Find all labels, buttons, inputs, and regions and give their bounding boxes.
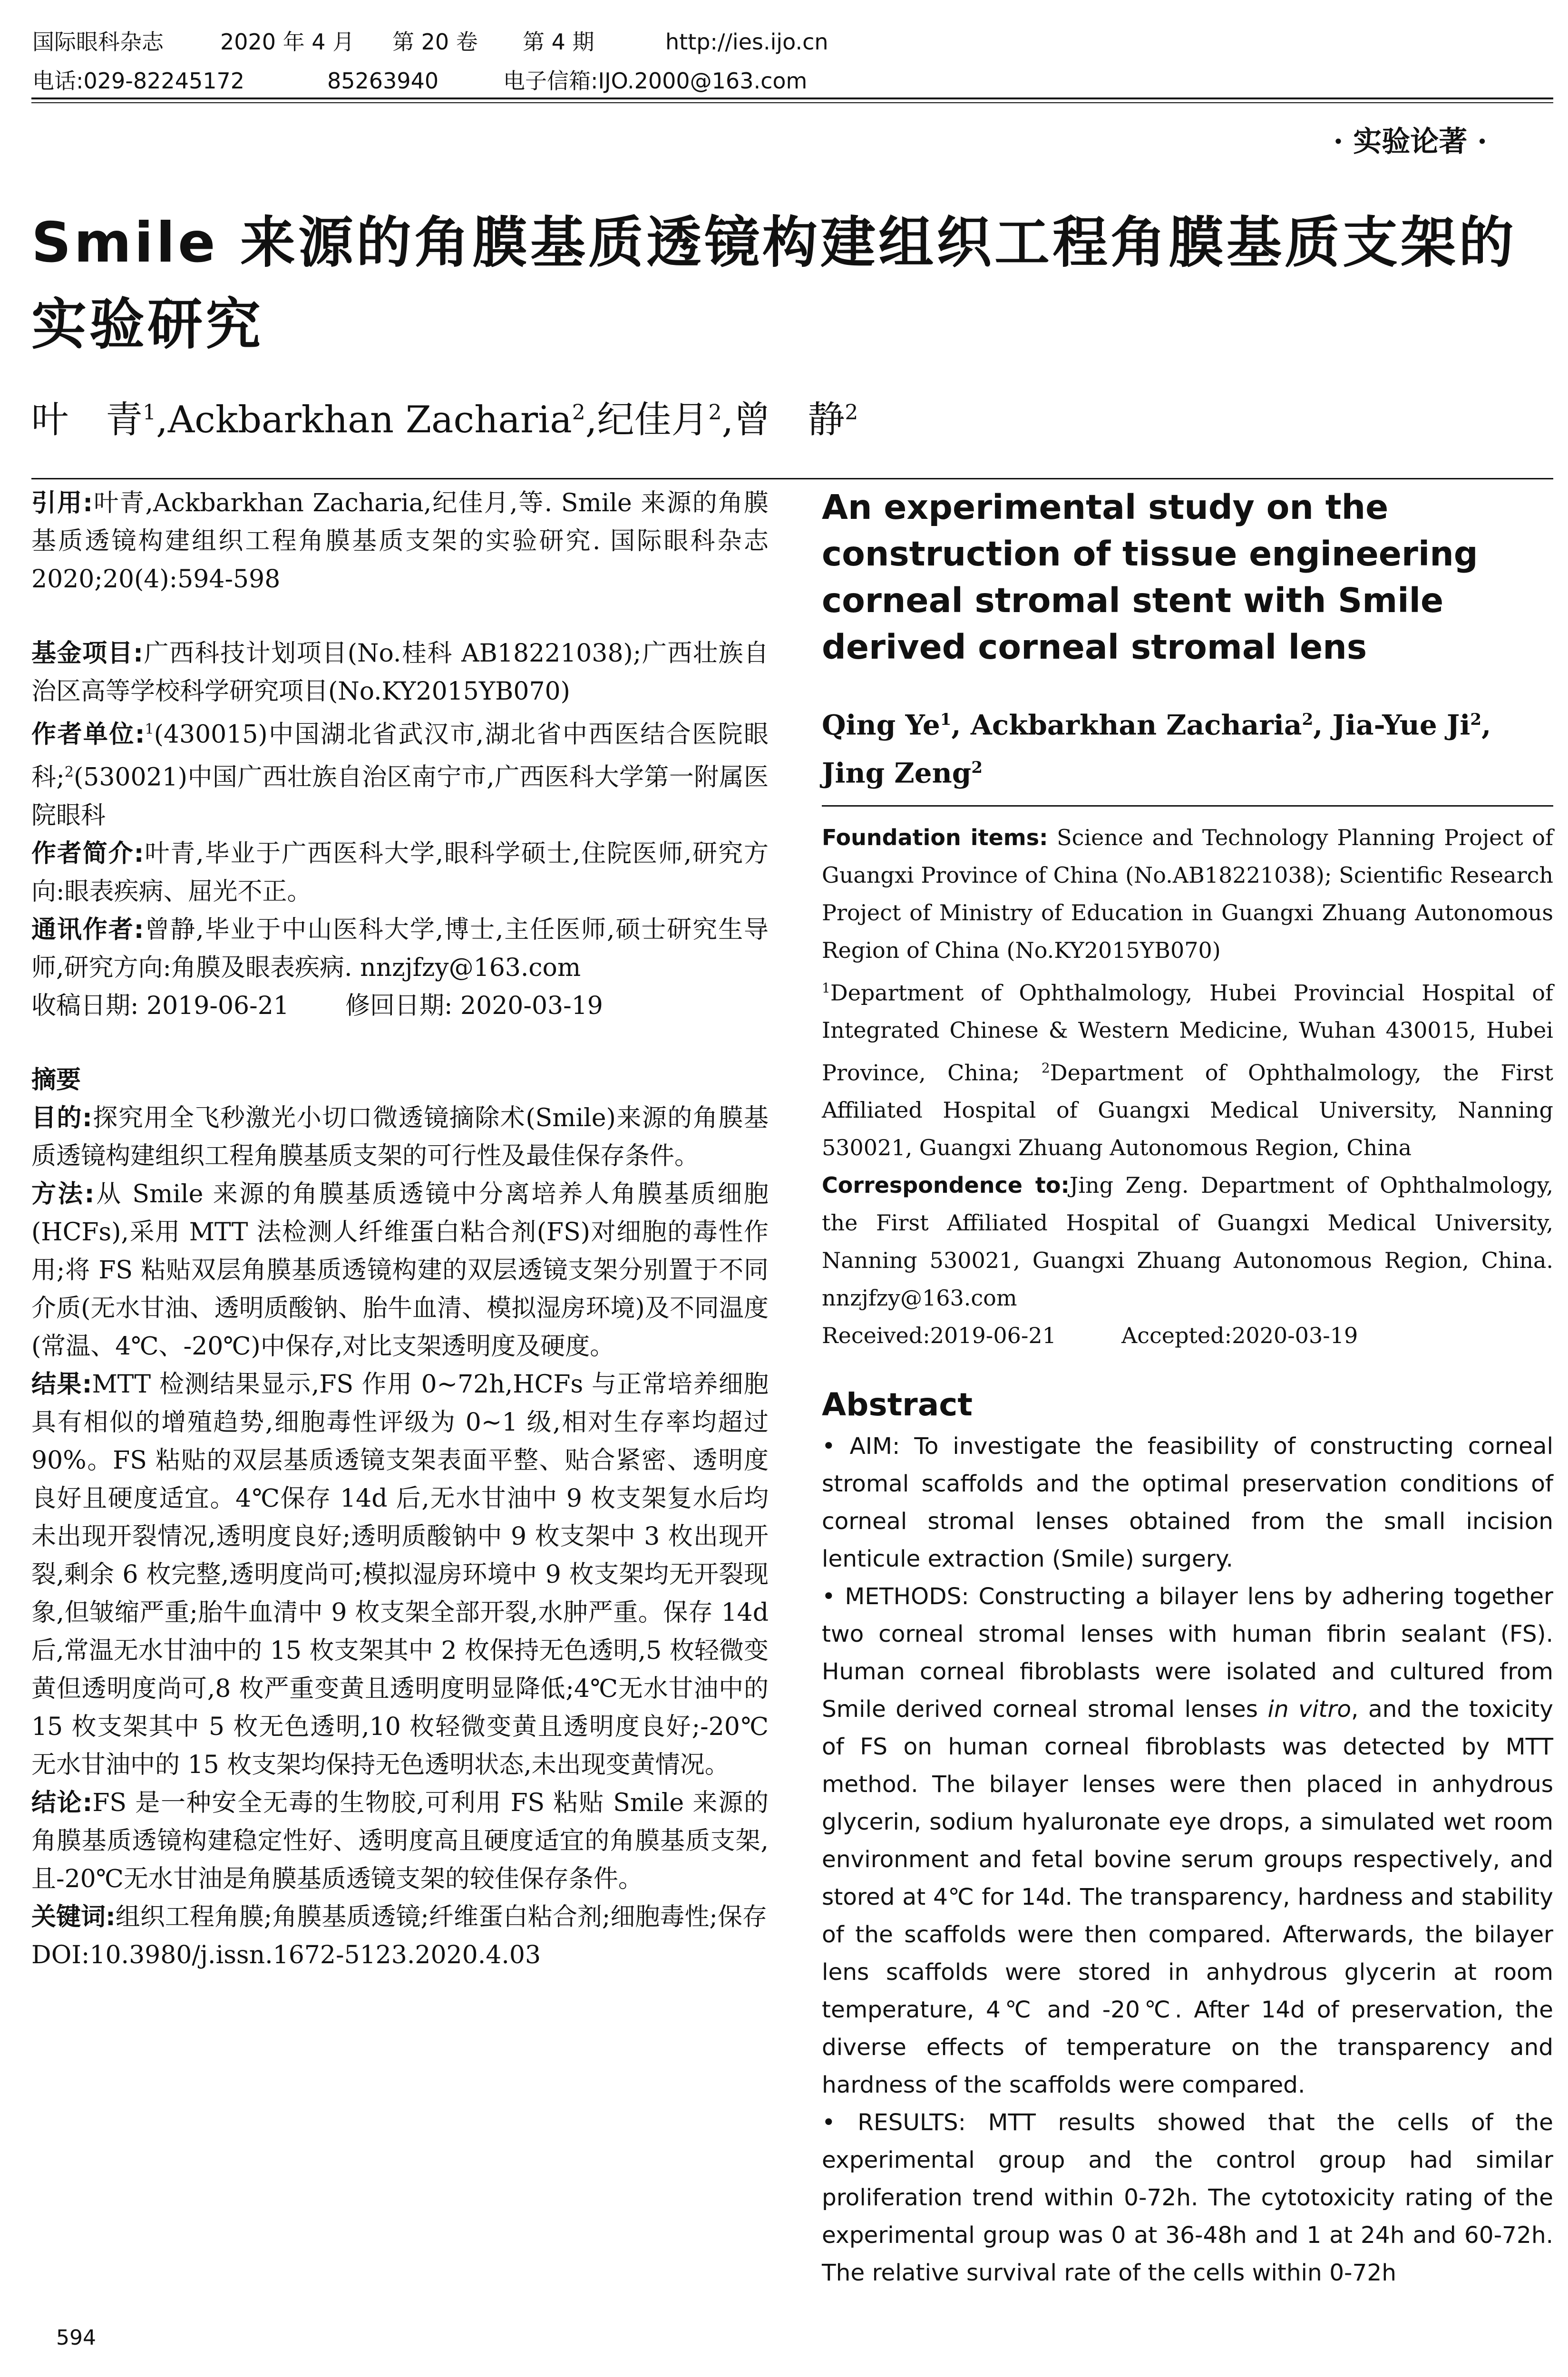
- author-name: 纪佳月: [597, 399, 709, 441]
- author-separator: ,: [1481, 709, 1491, 741]
- correspondence-text: Jing Zeng. Department of Ophthalmology, the First Affiliated Hospital of Guangxi Medical University, Nanning 530021, Guangxi Zhuang Autonomous Region, China. nnzjfzy@163.com: [822, 1172, 1553, 1311]
- citation: [31, 484, 769, 598]
- aim-text: 探究用全飞秒激光小切口微透镜摘除术(Smile)来源的角膜基质透镜构建组织工程角膜基质支架的可行性及最佳保存条件。: [31, 1103, 769, 1170]
- section-tag: · 实验论著 ·: [1333, 125, 1487, 158]
- author-name: Qing Ye: [822, 709, 940, 741]
- accepted-date-en: Accepted:2020-03-19: [1121, 1323, 1358, 1349]
- affiliation-mark: 2: [1041, 1060, 1050, 1076]
- page-number: 594: [56, 2326, 96, 2350]
- journal-email[interactable]: 电子信箱:IJO.2000@163.com: [503, 68, 808, 94]
- methods-text-b: , and the toxicity of FS on human corneal fibroblasts was detected by MTT method. The bilayer lenses were then placed in anhydrous glycerin, sodium hyaluronate eye drops, a simulated wet room environment and fetal bovine serum groups respectively, and stored at 4℃ for 14d. The transparency, hardness and stability of the scaffolds were then compared. Afterwards, the bilayer lens scaffolds were stored in anhydrous glycerin at room temperature, 4℃ and -20℃. After 14d of preservation, the diverse effects of temperature on the transparency and hardness of the scaffolds were compared.: [822, 1696, 1554, 2099]
- affiliation-mark: 2: [845, 400, 858, 425]
- correspondence-label: Correspondence to:: [822, 1172, 1070, 1198]
- corresponding-author: [31, 911, 769, 987]
- author-list-en: [822, 698, 1553, 795]
- methods-italic: in vitro: [1267, 1696, 1352, 1723]
- funding-label-en: Foundation items:: [822, 824, 1048, 850]
- corr-label: 通讯作者:: [31, 915, 144, 944]
- author-separator: ,: [951, 709, 971, 741]
- aim-label: 目的:: [31, 1103, 92, 1132]
- phone-1: 电话:029-82245172: [32, 68, 245, 94]
- author-name: 叶 青: [31, 399, 143, 441]
- header-rule-thick: [31, 97, 1553, 99]
- affiliation-mark: 1: [143, 400, 156, 425]
- conclusion-text: FS 是一种安全无毒的生物胶,可利用 FS 粘贴 Smile 来源的角膜基质透镜构建稳定性好、透明度高且硬度适宜的角膜基质支架,且-20℃无水甘油是角膜基质透镜支架的较佳保存条件。: [31, 1788, 769, 1893]
- units-label: 作者单位:: [31, 720, 145, 749]
- keywords-text: 组织工程角膜;角膜基质透镜;纤维蛋白粘合剂;细胞毒性;保存: [115, 1902, 767, 1931]
- funding-label: 基金项目:: [31, 639, 143, 668]
- affiliation-mark: 2: [64, 764, 74, 781]
- abstract-results-en: • RESULTS: MTT results showed that the cells of the experimental group and the control group had similar proliferation trend within 0-72h. The cytotoxicity rating of the experimental group was 0 at 36-48h and 1 at 24h and 60-72h. The relative survival rate of the cells within 0-72h: [822, 2109, 1553, 2287]
- received-date: 收稿日期: 2019-06-21: [31, 991, 289, 1020]
- abstract-conclusion: [31, 1784, 769, 1898]
- author-separator: ,: [1313, 709, 1333, 741]
- affiliation-mark: 2: [1470, 710, 1482, 729]
- unit-1: (430015)中国湖北省武汉市,湖北省中西医结合医院眼科;: [31, 720, 769, 792]
- abstract-heading-cn: 摘要: [31, 1065, 81, 1094]
- citation-label: 引用:: [31, 489, 93, 517]
- citation-text: 叶青,Ackbarkhan Zacharia,纪佳月,等. Smile 来源的角膜基质透镜构建组织工程角膜基质支架的实验研究. 国际眼科杂志 2020;20(4):594-598: [31, 489, 769, 594]
- methods-text-a: • METHODS: Constructing a bilayer lens by adhering together two corneal stromal lenses with human fibrin sealant (FS). Human corneal fibroblasts were isolated and cultured from Smile derived corneal stromal lenses: [822, 1583, 1553, 1723]
- conclusion-label: 结论:: [31, 1788, 93, 1817]
- running-header-line1: [32, 25, 828, 56]
- author-rule: [31, 478, 1553, 479]
- keywords-label: 关键词:: [31, 1902, 116, 1931]
- right-column-en: [822, 484, 1553, 2292]
- results-label: 结果:: [31, 1370, 92, 1399]
- funding: [31, 634, 769, 711]
- correspondence-en: [822, 1167, 1553, 1317]
- author-name: Ackbarkhan Zacharia: [970, 709, 1302, 741]
- article-title-en: An experimental study on the construction of tissue engineering corneal stromal stent with Smile derived corneal stromal lens: [822, 487, 1478, 667]
- issue-date: 2020 年 4 月: [220, 29, 355, 55]
- author-name: Ackbarkhan Zacharia: [167, 399, 572, 441]
- affiliation-mark: 2: [971, 758, 983, 778]
- funding-text-en: Science and Technology Planning Project of Guangxi Province of China (No.AB18221038); Scientific Research Project of Ministry of Education in Guangxi Zhuang Autonomous Region of China (No.KY2015YB070): [822, 824, 1553, 963]
- author-name: Jia-Yue Ji: [1332, 709, 1471, 741]
- abstract-aim-en: • AIM: To investigate the feasibility of constructing corneal stromal scaffolds and the optimal preservation conditions of corneal stromal lenses obtained from the small incision lenticule extraction (Smile) surgery.: [822, 1433, 1553, 1573]
- abstract-methods-en: [822, 1578, 1553, 2104]
- methods-text: 从 Smile 来源的角膜基质透镜中分离培养人角膜基质细胞(HCFs),采用 MTT 法检测人纤维蛋白粘合剂(FS)对细胞的毒性作用;将 FS 粘贴双层角膜基质透镜构建的双层透镜支架分别置于不同介质(无水甘油、透明质酸钠、胎牛血清、模拟湿房环境)及不同温度(常温、4℃、-20℃)中保存,对比支架透明度及硬度。: [31, 1179, 769, 1361]
- affiliation-mark: 2: [708, 400, 722, 425]
- article-title-cn: Smile 来源的角膜基质透镜构建组织工程角膜基质支架的实验研究: [31, 211, 1517, 357]
- funding-text: 广西科技计划项目(No.桂科 AB18221038);广西壮族自治区高等学校科学研究项目(No.KY2015YB070): [31, 639, 769, 706]
- author-list-cn: [31, 390, 858, 443]
- left-column-cn: [31, 484, 769, 1974]
- affiliations-en: [822, 969, 1553, 1167]
- affiliation-mark: 2: [572, 400, 585, 425]
- bio-text: 叶青,毕业于广西医科大学,眼科学硕士,住院医师,研究方向:眼表疾病、屈光不正。: [31, 839, 769, 906]
- author-separator: ,: [156, 399, 168, 441]
- methods-label: 方法:: [31, 1179, 95, 1208]
- results-text: MTT 检测结果显示,FS 作用 0~72h,HCFs 与正常培养细胞具有相似的增殖趋势,细胞毒性评级为 0~1 级,相对生存率均超过 90%。FS 粘贴的双层基质透镜支架表面平整、贴合紧密、透明度良好且硬度适宜。4℃保存 14d 后,无水甘油中 9 枚支架复水后均未出现开裂情况,透明度良好;透明质酸钠中 9 枚支架中 3 枚出现开裂,剩余 6 枚完整,透明度尚可;模拟湿房环境中 9 枚支架均无开裂现象,但皱缩严重;胎牛血清中 9 枚支架全部开裂,水肿严重。保存 14d 后,常温无水甘油中的 15 枚支架其中 2 枚保持无色透明,5 枚轻微变黄但透明度尚可,8 枚严重变黄且透明度明显降低;4℃无水甘油中的 15 枚支架其中 5 枚无色透明,10 枚轻微变黄且透明度良好;-20℃无水甘油中的 15 枚支架均保持无色透明状态,未出现变黄情况。: [31, 1370, 769, 1779]
- affiliation-mark: 1: [822, 980, 830, 996]
- abstract-results: [31, 1365, 769, 1784]
- author-units: [31, 711, 769, 835]
- doi[interactable]: DOI:10.3980/j.issn.1672-5123.2020.4.03: [31, 1940, 541, 1969]
- abstract-methods: [31, 1175, 769, 1365]
- author-name: 曾 静: [733, 399, 845, 441]
- affiliation-1: Department of Ophthalmology, Hubei Provincial Hospital of Integrated Chinese & Western Medicine, Wuhan 430015, Hubei Province, China;: [822, 979, 1553, 1086]
- affiliation-2: Department of Ophthalmology, the First Affiliated Hospital of Guangxi Medical University, Nanning 530021, Guangxi Zhuang Autonomous Region, China: [822, 1060, 1553, 1161]
- received-date-en: Received:2019-06-21: [822, 1323, 1056, 1349]
- dates-cn: [31, 987, 769, 1025]
- unit-2: (530021)中国广西壮族自治区南宁市,广西医科大学第一附属医院眼科: [31, 763, 769, 830]
- affiliation-mark: 1: [145, 721, 154, 738]
- english-author-rule: [822, 805, 1553, 807]
- issue-number: 第 4 期: [523, 29, 594, 55]
- bio-label: 作者简介:: [31, 839, 144, 868]
- volume: 第 20 卷: [392, 29, 478, 55]
- keywords: [31, 1898, 769, 1936]
- revised-date: 修回日期: 2020-03-19: [345, 991, 603, 1020]
- journal-url[interactable]: http://ies.ijo.cn: [665, 29, 828, 55]
- dates-en: [822, 1317, 1553, 1354]
- affiliation-mark: 2: [1302, 710, 1314, 729]
- header-rule-thin: [31, 102, 1553, 103]
- author-separator: ,: [585, 399, 597, 441]
- journal-name: 国际眼科杂志: [32, 29, 164, 55]
- running-header-line2: [32, 64, 807, 95]
- author-separator: ,: [721, 399, 734, 441]
- phone-2: 85263940: [327, 68, 439, 94]
- corr-text: 曾静,毕业于中山医科大学,博士,主任医师,硕士研究生导师,研究方向:角膜及眼表疾病. nnzjfzy@163.com: [31, 915, 769, 982]
- author-bio: [31, 835, 769, 911]
- author-name: Jing Zeng: [822, 757, 972, 789]
- abstract-heading-en: Abstract: [822, 1386, 973, 1423]
- funding-en: [822, 819, 1553, 969]
- affiliation-mark: 1: [940, 710, 952, 729]
- abstract-aim: [31, 1099, 769, 1175]
